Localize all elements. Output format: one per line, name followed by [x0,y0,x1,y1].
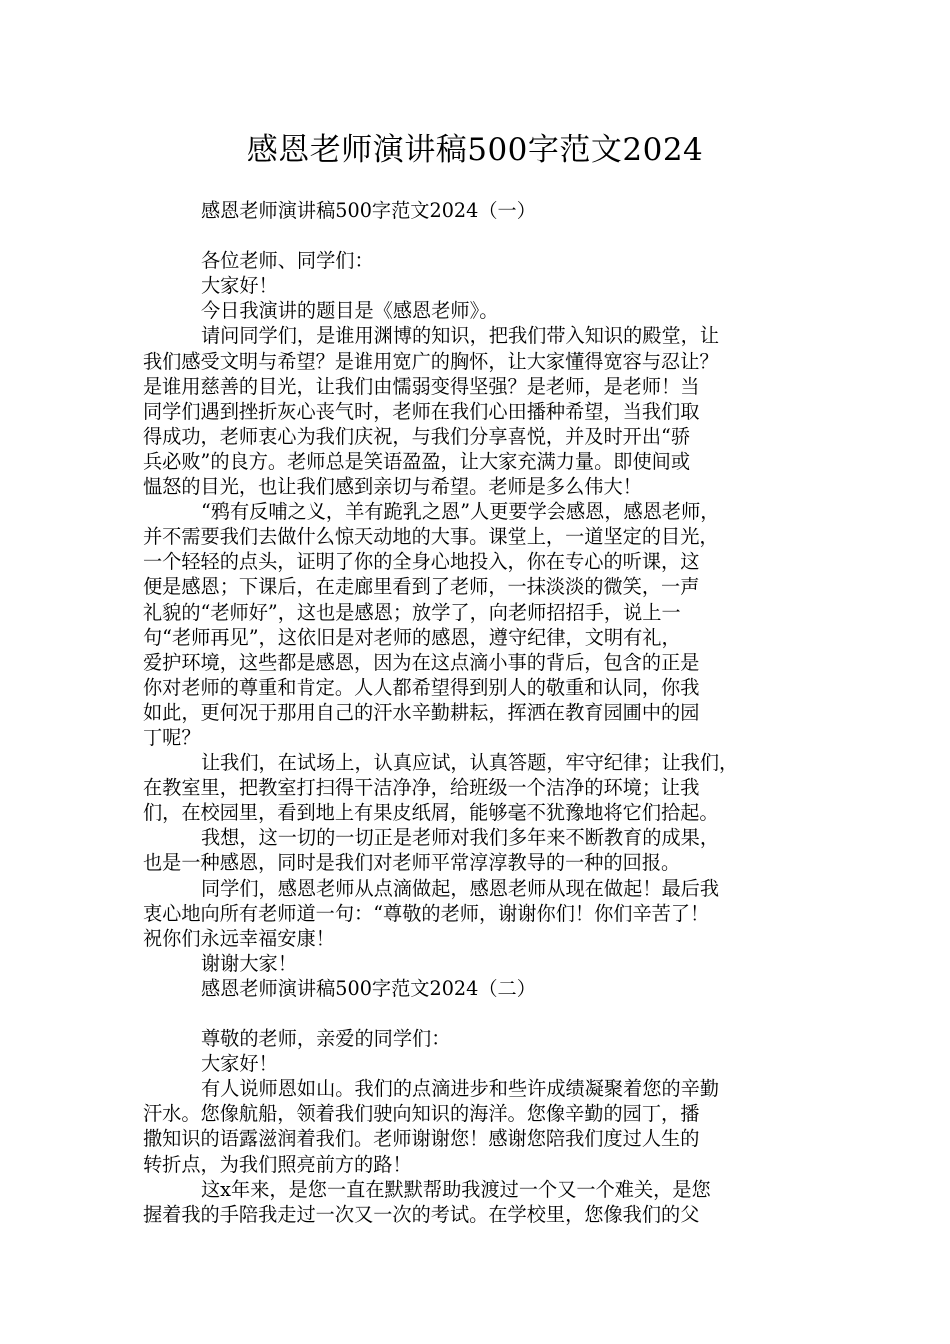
text-line: 句“老师再见”，这依旧是对老师的感恩，遵守纪律，文明有礼， [143,625,681,649]
document-body [143,198,807,1227]
text-line: 今日我演讲的题目是《感恩老师》。 [201,299,499,323]
text-line: 感恩老师演讲稿500字范文2024（二） [201,976,536,1000]
text-line: 谢谢大家！ [201,951,297,975]
text-line: 是谁用慈善的目光，让我们由懦弱变得坚强？是老师，是老师！当 [143,374,700,398]
text-line: 兵必败”的良方。老师总是笑语盈盈，让大家充满力量。即使间或 [143,449,691,473]
text-line: 也是一种感恩，同时是我们对老师平常淳淳教导的一种的回报。 [143,851,681,875]
text-line: 丁呢？ [143,725,201,749]
text-line: 大家好！ [201,274,278,298]
text-line: 祝你们永远幸福安康！ [143,926,335,950]
text-line: 让我们，在试场上，认真应试，认真答题，牢守纪律；让我们， [201,751,739,775]
text-line: 便是感恩；下课后，在走廊里看到了老师，一抹淡淡的微笑，一声 [143,575,700,599]
text-line: 我想，这一切的一切正是老师对我们多年来不断教育的成果， [201,826,720,850]
text-line: 一个轻轻的点头，证明了你的全身心地投入，你在专心的听课，这 [143,550,700,574]
text-line: 礼貌的“老师好”，这也是感恩；放学了，向老师招招手，说上一 [143,600,681,624]
text-line: 你对老师的尊重和肯定。人人都希望得到别人的敬重和认同，你我 [143,675,700,699]
text-line: 各位老师、同学们： [201,249,374,273]
text-line: 同学们遇到挫折灰心丧气时，老师在我们心田播种希望，当我们取 [143,399,700,423]
text-line: 这x年来，是您一直在默默帮助我渡过一个又一个难关，是您 [201,1177,711,1201]
blank-line [143,223,807,248]
text-line: 汗水。您像航船，领着我们驶向知识的海洋。您像辛勤的园丁，播 [143,1102,700,1126]
text-line: 爱护环境，这些都是感恩，因为在这点滴小事的背后，包含的正是 [143,650,700,674]
text-line: 感恩老师演讲稿500字范文2024（一） [201,199,536,222]
text-line: 在教室里，把教室打扫得干洁净净，给班级一个洁净的环境；让我 [143,776,700,800]
text-line: 有人说师恩如山。我们的点滴进步和些许成绩凝聚着您的辛勤 [201,1077,720,1101]
text-line: 握着我的手陪我走过一次又一次的考试。在学校里，您像我们的父 [143,1202,700,1226]
text-line: 请问同学们，是谁用渊博的知识，把我们带入知识的殿堂，让 [201,324,720,348]
text-line: 同学们，感恩老师从点滴做起，感恩老师从现在做起！最后我 [201,876,720,900]
text-line: “鸦有反哺之义，羊有跪乳之恩”人更要学会感恩，感恩老师， [201,500,720,524]
text-line: 大家好！ [201,1052,278,1076]
text-line: 衷心地向所有老师道一句：“尊敬的老师，谢谢你们！你们辛苦了！ [143,901,710,925]
text-line: 并不需要我们去做什么惊天动地的大事。课堂上，一道坚定的目光， [143,525,719,549]
text-line: 得成功，老师衷心为我们庆祝，与我们分享喜悦，并及时开出“骄 [143,424,691,448]
blank-line [143,1001,807,1026]
text-line: 尊敬的老师，亲爱的同学们： [201,1027,451,1051]
text-line: 我们感受文明与希望？是谁用宽广的胸怀，让大家懂得宽容与忍让？ [143,349,719,373]
text-line: 转折点，为我们照亮前方的路！ [143,1152,412,1176]
text-line: 们，在校园里，看到地上有果皮纸屑，能够毫不犹豫地将它们拾起。 [143,801,719,825]
text-line: 愠怒的目光，也让我们感到亲切与希望。老师是多么伟大！ [143,475,642,499]
text-line: 撒知识的语露滋润着我们。老师谢谢您！感谢您陪我们度过人生的 [143,1127,700,1151]
text-line: 如此，更何况于那用自己的汗水辛勤耕耘，挥洒在教育园圃中的园 [143,700,700,724]
document-title: 感恩老师演讲稿500字范文2024 [246,132,704,168]
